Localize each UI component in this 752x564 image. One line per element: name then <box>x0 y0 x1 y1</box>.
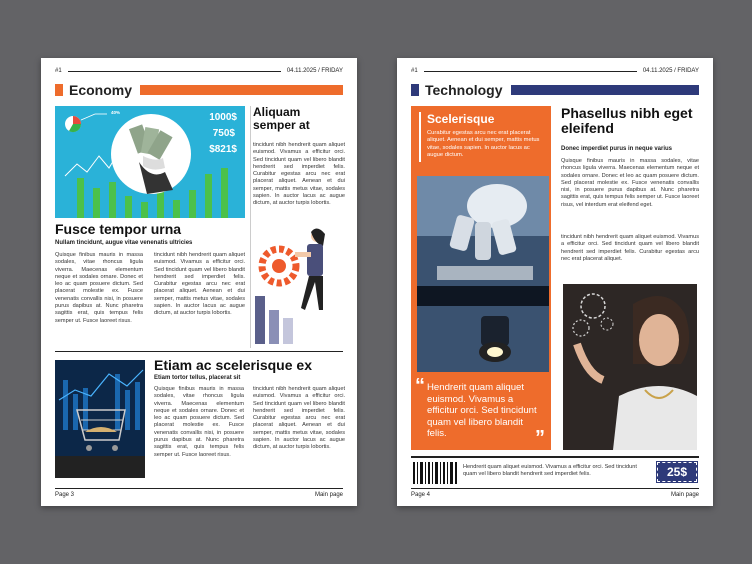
open-quote-icon: “ <box>415 375 425 397</box>
price-badge: 25$ <box>657 462 697 482</box>
issue-number: #1 <box>411 68 418 74</box>
section-bar <box>140 85 343 95</box>
section-title: Economy <box>69 82 133 98</box>
column-4-text: tincidunt nibh hendrerit quam aliquet euismod. Vivamus a efficitur orci. Sed tincidunt quam vel libero blandit hendrerit sed imperdiet felis. Curabitur egestas arcu nec erat placerat aliquet. Aenean et dui semper, mattis metus vitae, sodales sapien. In auctor lacus ac augue dictum, at auctor turpis lobortis. <box>253 386 345 451</box>
main-page-link[interactable]: Main page <box>670 492 699 498</box>
page-number: Page 3 <box>55 492 75 498</box>
microscope-svg <box>417 176 549 372</box>
page-footer <box>55 488 343 498</box>
infographic-price-2: 750$ <box>212 128 235 139</box>
feature-box-rule <box>419 112 421 162</box>
issue-number: #1 <box>55 68 62 74</box>
section-header <box>55 83 343 97</box>
barcode-icon <box>413 462 459 484</box>
close-quote-icon: ” <box>535 427 545 449</box>
page-header <box>55 66 343 76</box>
section-marker <box>55 84 63 96</box>
cart-svg <box>55 360 145 478</box>
page-footer <box>411 488 699 498</box>
section-bar <box>511 85 699 95</box>
infographic-percent: 40% <box>111 110 121 115</box>
illustration-svg <box>253 226 345 344</box>
headline-2: Etiam ac scelerisque ex <box>154 357 312 373</box>
feature-box-title: Scelerisque <box>427 112 495 126</box>
column-1-text: Quisque finibus mauris in massa sodales, vitae rhoncus ligula viverra. Maecenas elementum neque et sodales ornare. Donec et leo ac quam posuere dictum. Sed placerat molestie ex. Fusce venenatis convallis nisi, in posuere purus dapibus at. Nunc pharetra sagittis erat, quis tempus felis semper ut. Fusce laoreet risus. <box>55 252 143 324</box>
column-2-text: tincidunt nibh hendrerit quam aliquet euismod. Vivamus a efficitur orci. Sed tincidunt quam vel libero blandit hendrerit sed imperdiet felis. Curabitur egestas arcu nec erat placerat aliquet. Aenean et dui semper, mattis metus vitae, sodales sapien. In auctor lacus ac augue dictum, at auctor turpis lobortis. <box>154 252 245 317</box>
economy-infographic <box>55 106 245 218</box>
subhead: Donec imperdiet purus in neque varius <box>561 146 673 152</box>
subhead-2: Etiam tortor tellus, placerat sit <box>154 375 241 381</box>
page-technology <box>397 58 713 506</box>
barcode-strip <box>411 456 699 486</box>
article-text-2: tincidunt nibh hendrerit quam aliquet euismod. Vivamus a efficitur orci. Sed tincidunt quam vel libero blandit hendrerit sed imperdiet felis. Curabitur egestas arcu nec erat placerat aliquet. <box>561 234 699 262</box>
column-divider <box>250 106 251 348</box>
page-header <box>411 66 699 76</box>
shopping-cart-image <box>55 360 145 478</box>
feature-box <box>411 106 551 450</box>
section-header <box>411 83 699 97</box>
main-page-link[interactable]: Main page <box>314 492 343 498</box>
headline-1: Fusce tempor urna <box>55 221 182 237</box>
section-title: Technology <box>425 82 503 98</box>
feature-quote: Hendrerit quam aliquet euismod. Vivamus a efficitur orci. Sed tincidunt quam vel libero blandit felis. <box>427 382 537 440</box>
hologram-woman-image <box>563 284 697 450</box>
feature-box-text: Curabitur egestas arcu nec erat placerat aliquet. Aenean et dui semper, mattis metus vitae, sodales sapien. In auctor lacus ac augue dictum. <box>427 130 540 159</box>
headline: Phasellus nibh eget eleifend <box>561 105 693 137</box>
page-number: Page 4 <box>411 492 431 498</box>
section-rule <box>55 351 343 352</box>
side-text: tincidunt nibh hendrerit quam aliquet euismod. Vivamus a efficitur orci. Sed tincidunt quam vel libero blandit hendrerit sed imperdiet felis. Curabitur egestas arcu nec erat placerat aliquet. Aenean et dui semper, mattis metus vitae, sodales sapien. In auctor lacus ac augue dictum, at auctor turpis lobortis. <box>253 142 345 207</box>
page-economy <box>41 58 357 506</box>
header-rule <box>68 71 281 72</box>
worker-illustration <box>253 226 345 344</box>
microscope-image <box>417 176 549 372</box>
hologram-svg <box>563 284 697 450</box>
issue-date: 04.11.2025 / FRIDAY <box>642 68 699 74</box>
column-3-text: Quisque finibus mauris in massa sodales, vitae rhoncus ligula viverra. Maecenas elementum neque et sodales ornare. Donec et leo ac quam posuere dictum. Sed placerat molestie ex. Fusce venenatis convallis nisi, in posuere purus dapibus at. Nunc pharetra sagittis erat, quis tempus felis semper ut. Fusce laoreet risus. <box>154 386 244 458</box>
barcode-text: Hendrerit quam aliquet euismod. Vivamus a efficitur orci. Sed tincidunt quam vel libero blandit hendrerit sed imperdiet felis. <box>463 464 637 478</box>
issue-date: 04.11.2025 / FRIDAY <box>286 68 343 74</box>
infographic-price-3: $821$ <box>209 144 237 155</box>
infographic-price-1: 1000$ <box>209 112 237 123</box>
side-title: Aliquam semper at <box>253 105 310 133</box>
header-rule <box>424 71 637 72</box>
subhead-1: Nullam tincidunt, augue vitae venenatis ultricies <box>55 240 193 246</box>
section-marker <box>411 84 419 96</box>
article-text-1: Quisque finibus mauris in massa sodales, vitae rhoncus ligula viverra. Maecenas elementum neque et sodales ornare. Donec et leo ac quam posuere dictum. Sed placerat molestie ex. Fusce venenatis convallis nisi, in posuere purus dapibus at. Nunc pharetra sagittis erat, quis tempus felis semper ut. Fusce laoreet risus, vel interdum erat eleifend eget. <box>561 158 699 208</box>
